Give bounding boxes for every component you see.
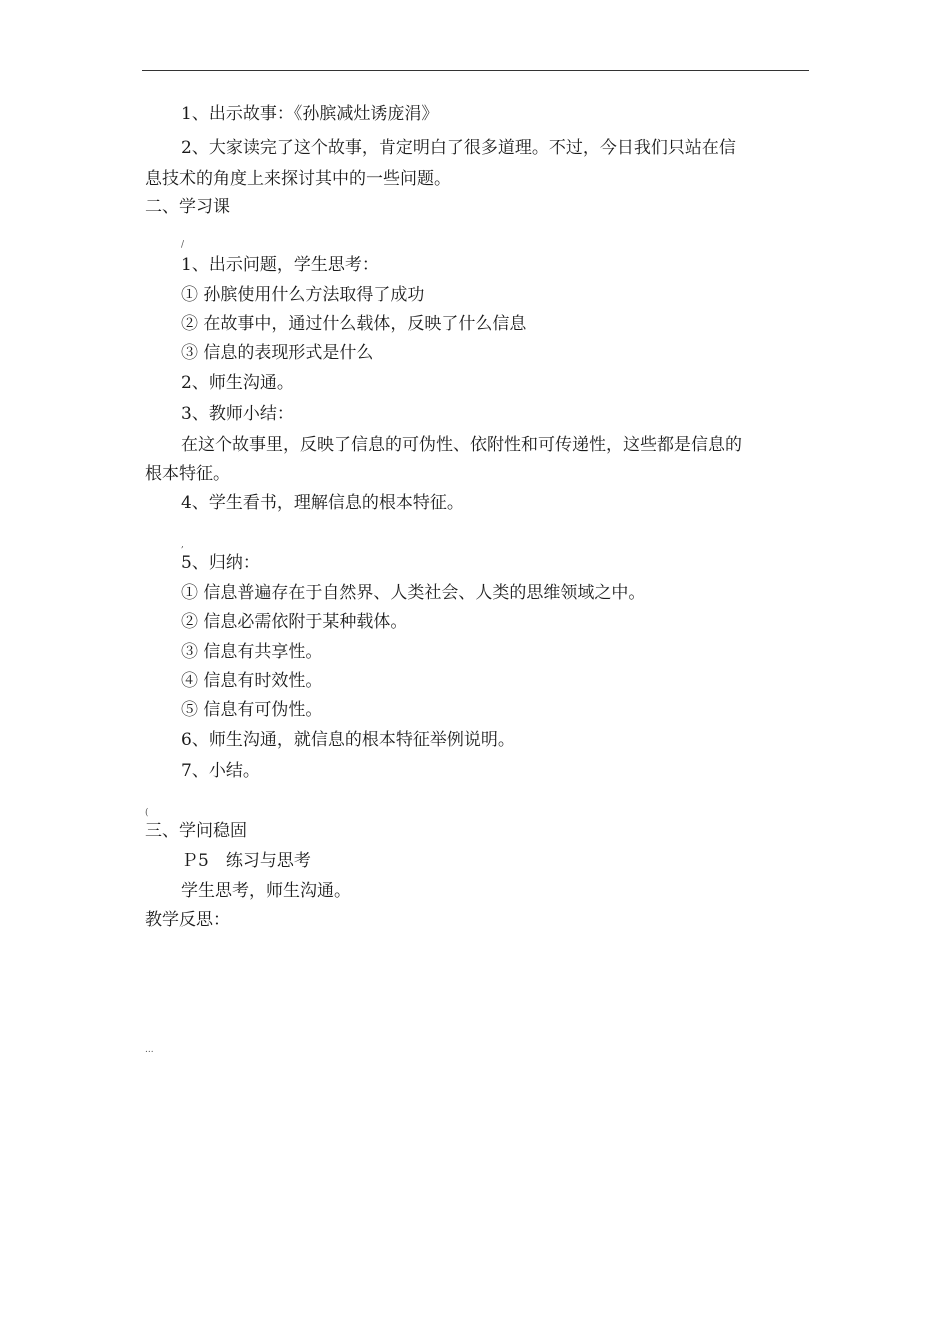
text-line: 6、师生沟通，就信息的根本特征举例说明。 [181,730,515,750]
stray-mark: / [181,240,185,250]
header-rule [142,70,809,71]
text-line: Ｐ5 练习与思考 [181,851,311,871]
section-heading: 教学反思： [145,910,230,930]
text-line: 1、出示故事：《孙膑减灶诱庞涓》 [181,104,439,124]
text-line: 1、出示问题，学生思考： [181,255,379,275]
list-item: ① 孙膑使用什么方法取得了成功 [181,285,425,305]
list-item: ④ 信息有时效性。 [181,671,323,691]
stray-mark: ... [145,1045,154,1055]
list-item: ① 信息普遍存在于自然界、人类社会、人类的思维领域之中。 [181,583,646,603]
list-item: ③ 信息有共享性。 [181,642,323,662]
section-heading: 三、学问稳固 [145,821,247,841]
section-heading: 二、学习课 [145,197,230,217]
list-item: ⑤ 信息有可伪性。 [181,700,323,720]
text-line: 息技术的角度上来探讨其中的一些问题。 [145,169,451,189]
text-line: 5、归纳： [181,553,260,573]
text-line: 根本特征。 [145,464,230,484]
text-line: 3、教师小结： [181,404,294,424]
text-line: 2、大家读完了这个故事，肯定明白了很多道理。不过，今日我们只站在信 [181,138,736,158]
list-item: ② 在故事中，通过什么载体，反映了什么信息 [181,314,527,334]
list-item: ② 信息必需依附于某种载体。 [181,612,408,632]
text-line: 学生思考，师生沟通。 [181,881,351,901]
text-line: 在这个故事里，反映了信息的可伪性、依附性和可传递性，这些都是信息的 [181,435,742,455]
text-line: 4、学生看书，理解信息的根本特征。 [181,493,464,513]
text-line: 7、小结。 [181,761,260,781]
stray-mark: ( [145,808,149,818]
list-item: ③ 信息的表现形式是什么 [181,343,374,363]
stray-mark: , [181,540,184,550]
text-line: 2、师生沟通。 [181,373,294,393]
